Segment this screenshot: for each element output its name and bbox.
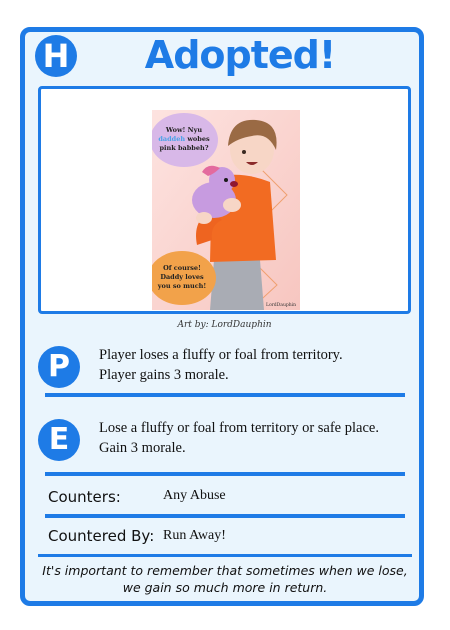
bubble-top-line3: pink babbeh?	[159, 144, 209, 152]
flavor-line2: we gain so much more in return.	[122, 580, 328, 595]
bubble-top-line2	[158, 135, 210, 143]
player-effect-badge	[38, 346, 80, 388]
bubble-bottom-line3: you so much!	[157, 282, 207, 290]
flavor-divider	[38, 554, 412, 557]
bubble-bottom-line1: Of course!	[163, 264, 201, 272]
enemy-effect-letter: E	[48, 422, 70, 457]
enemy-effect-text	[99, 418, 379, 458]
enemy-effect-badge	[38, 419, 80, 461]
countered-by-value: Run Away!	[163, 528, 226, 543]
art-eye	[242, 150, 246, 154]
type-badge	[35, 35, 77, 77]
section-divider	[45, 393, 405, 397]
bubble-top-line1: Wow! Nyu	[165, 126, 203, 134]
bubble-bottom-line2: Daddy loves	[160, 273, 204, 281]
bubble-top-word: wobes	[185, 135, 210, 143]
flavor-line1: It's important to remember that sometimes when we lose,	[42, 563, 408, 578]
player-effect-letter: P	[48, 349, 70, 384]
section-divider	[45, 514, 405, 518]
counters-value: Any Abuse	[163, 488, 226, 503]
countered-by-label: Countered By:	[48, 527, 155, 545]
type-letter: H	[42, 37, 70, 75]
player-effect-line1: Player loses a fluffy or foal from territory.	[99, 347, 343, 363]
art-hand	[223, 198, 241, 212]
art-person-legs	[210, 260, 264, 310]
card-title: Adopted!	[144, 33, 336, 77]
artist-signature: LordDauphin	[265, 303, 296, 308]
flavor-text	[38, 562, 412, 596]
enemy-effect-line2: Gain 3 morale.	[99, 440, 186, 456]
bubble-top-word-highlight: daddeh	[158, 135, 186, 143]
art-hand	[196, 212, 212, 224]
player-effect-text	[99, 345, 343, 385]
art-pony-nose	[230, 181, 238, 187]
counters-label: Counters:	[48, 488, 121, 506]
enemy-effect-line1: Lose a fluffy or foal from territory or safe place.	[99, 420, 379, 436]
player-effect-line2: Player gains 3 morale.	[99, 367, 229, 383]
art-credit: Art by: LordDauphin	[177, 320, 272, 330]
card-artwork	[152, 110, 300, 310]
section-divider	[45, 472, 405, 476]
art-pony-eye	[224, 178, 228, 182]
